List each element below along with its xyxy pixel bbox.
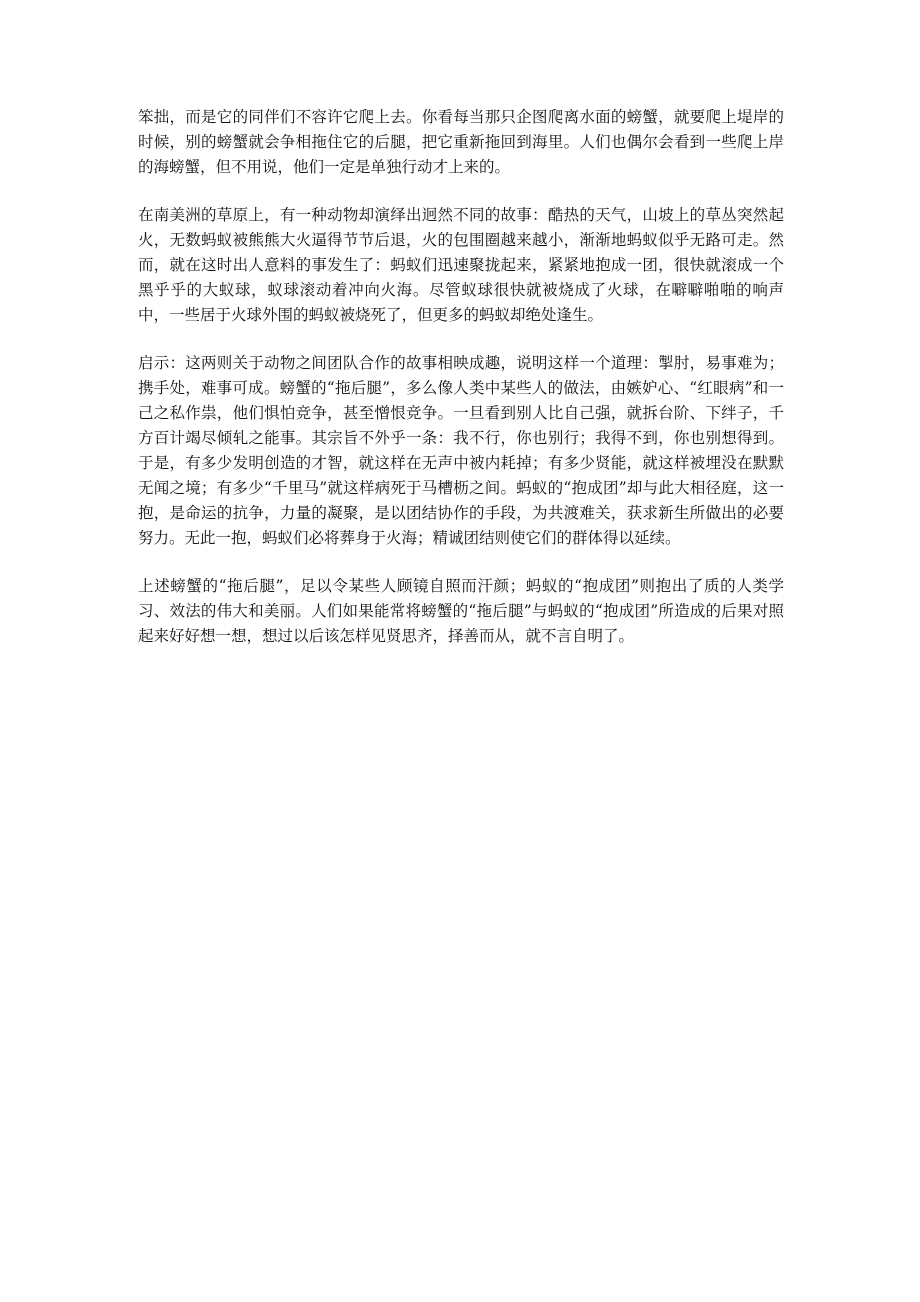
paragraph-crab-story: 笨拙，而是它的同伴们不容许它爬上去。你看每当那只企图爬离水面的螃蟹，就要爬上堤岸的时候，别的螃蟹就会争相拖住它的后腿，把它重新拖回到海里。人们也偶尔会看到一些爬上岸的海螃蟹，但不用说，他们一定是单独行动才上来的。 [138, 108, 784, 176]
paragraph-insight: 启示：这两则关于动物之间团队合作的故事相映成趣，说明这样一个道理：掣肘，易事难为；携手处，难事可成。螃蟹的“拖后腿”，多么像人类中某些人的做法，由嫉妒心、“红眼病”和一己之私作祟，他们惧怕竞争，甚至憎恨竞争。一旦看到别人比自己强，就拆台阶、下绊子，千方百计竭尽倾轧之能事。其宗旨不外乎一条：我不行，你也别行；我得不到，你也别想得到。于是，有多少发明创造的才智，就这样在无声中被内耗掉；有多少贤能，就这样被埋没在默默无闻之境；有多少“千里马”就这样病死于马槽枥之间。蚂蚁的“抱成团”却与此大相径庭，这一抱，是命运的抗争，力量的凝聚，是以团结协作的手段，为共渡难关，获求新生所做出的必要努力。无此一抱，蚂蚁们必将葬身于火海；精诚团结则使它们的群体得以延续。 [138, 354, 784, 547]
document-body [138, 105, 784, 672]
paragraph-conclusion: 上述螃蟹的“拖后腿”，足以令某些人顾镜自照而汗颜；蚂蚁的“抱成团”则抱出了质的人类学习、效法的伟大和美丽。人们如果能常将螃蟹的“拖后腿”与蚂蚁的“抱成团”所造成的后果对照起来好好想一想，想过以后该怎样见贤思齐，择善而从，就不言自明了。 [138, 577, 784, 645]
paragraph-ant-story: 在南美洲的草原上，有一种动物却演绎出迥然不同的故事：酷热的天气，山坡上的草丛突然起火，无数蚂蚁被熊熊大火逼得节节后退，火的包围圈越来越小，渐渐地蚂蚁似乎无路可走。然而，就在这时出人意料的事发生了：蚂蚁们迅速聚拢起来，紧紧地抱成一团，很快就滚成一个黑乎乎的大蚁球，蚁球滚动着冲向火海。尽管蚁球很快就被烧成了火球，在噼噼啪啪的响声中，一些居于火球外围的蚂蚁被烧死了，但更多的蚂蚁却绝处逢生。 [138, 206, 784, 324]
